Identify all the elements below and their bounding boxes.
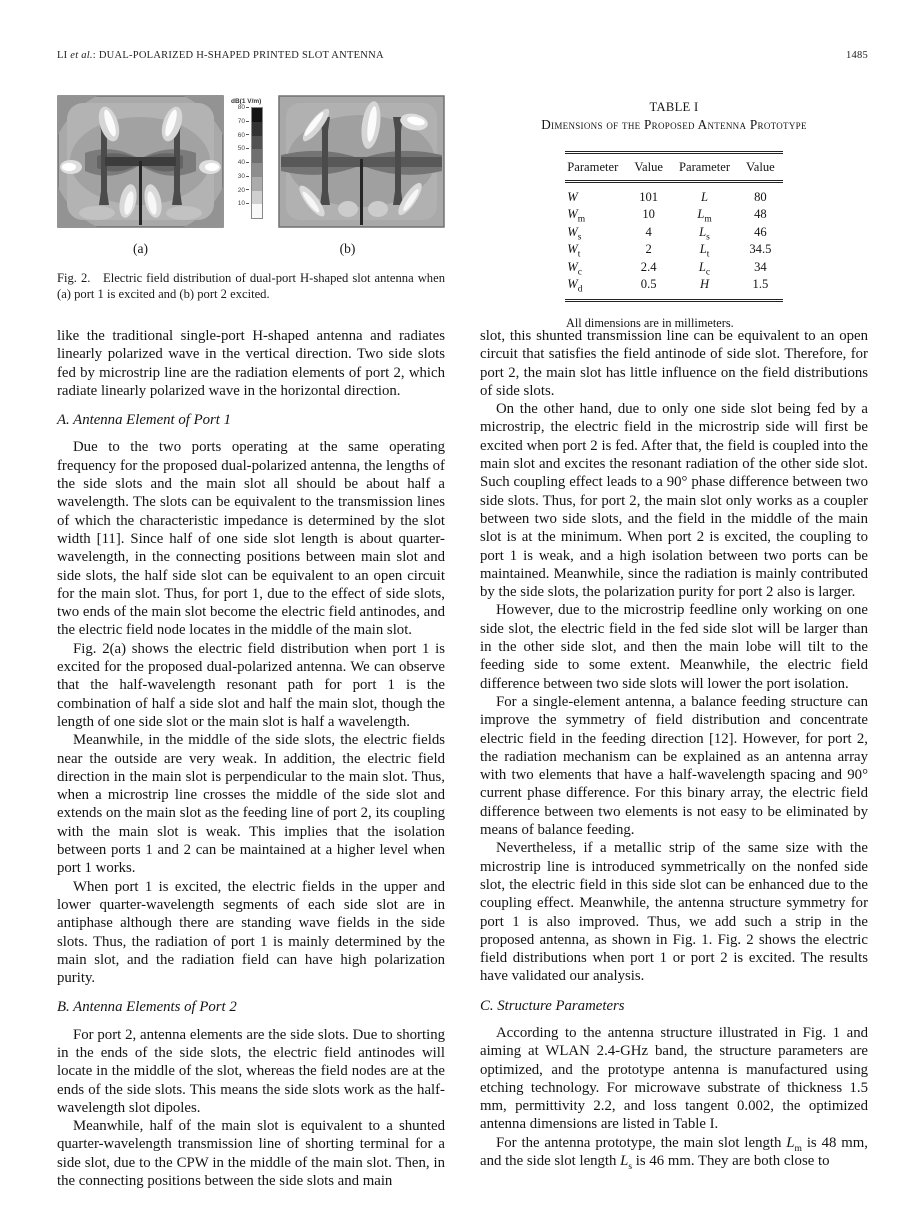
- table-cell: $W_c$: [567, 259, 582, 278]
- paragraph: Fig. 2(a) shows the electric field distribution when port 1 is excited for the proposed dual-polarized antenna. We can observe that the half-wavelength resonant path for port 1 is the combination of half a side slot and half the main slot, though the length of one side slot or the main slot is half a wavelength.: [57, 640, 445, 730]
- subfigure-labels: [57, 241, 445, 257]
- figure-2: [57, 95, 445, 302]
- colorbar: [231, 95, 271, 219]
- paragraph: For the antenna prototype, the main slot length $L_m$ is 48 mm, and the side slot length $L_s$ is 46 mm. They are both close to: [480, 1134, 869, 1173]
- colorbar-tick-label: 40: [233, 160, 249, 166]
- table-row: [565, 258, 782, 275]
- field-plot-port2-svg: [278, 95, 445, 228]
- table-cell: W: [567, 190, 578, 204]
- figure-caption: Fig. 2. Electric field distribution of dual-port H-shaped slot antenna when (a) port 1 is excited and (b) port 2 excited.: [57, 271, 445, 301]
- table-cell: 46: [754, 224, 767, 239]
- colorbar-tick-label: 60: [233, 133, 249, 139]
- table-row: [565, 276, 782, 301]
- table-column-header: Parameter: [565, 153, 626, 182]
- paragraph: Meanwhile, in the middle of the side slots, the electric fields near the outside are very weak. In addition, the electric field direction in the main slot is perpendicular to the main slot. Thus, when a microstrip line crosses the middle of the side slot and extends on the main slot as the feeding line of port 2, its coupling with the main slot is weak. This implies that the isolation between ports 1 and 2 can be maintained at a higher level when port 1 works.: [57, 732, 445, 877]
- table-row: [565, 182, 782, 207]
- table-cell: 34.5: [749, 242, 772, 257]
- colorbar-step: [252, 191, 262, 205]
- paragraph: Meanwhile, half of the main slot is equivalent to a shunted quarter-wavelength transmission line of shorting terminal for a side slot, due to the CPW in the middle of the main slot. Then, in the connecting positions between the side slots and main: [57, 1118, 445, 1190]
- table-cell: 34: [754, 259, 767, 274]
- paragraph: When port 1 is excited, the electric fields in the upper and lower quarter-wavelength segments of each side slot are in antiphase although there are standing wave fields in the side slots. Thus, the radiation of port 1 is mainly determined by the main slot, and the radiation field can have high polarization purity.: [57, 878, 445, 987]
- table-cell: $L_c$: [698, 259, 711, 278]
- colorbar-tick-label: 20: [233, 188, 249, 194]
- table-cell: 4: [645, 224, 652, 239]
- table-row: [565, 241, 782, 258]
- section-heading: C. Structure Parameters: [480, 997, 625, 1014]
- page-number: 1485: [846, 50, 868, 61]
- colorbar-tick-label: 30: [233, 174, 249, 180]
- paragraph: Due to the two ports operating at the same operating frequency for the proposed dual-polarized antenna, the lengths of the side slots and the main slot all should be about half a wavelength. The slots can be equivalent to the transmission lines of which the characteristic impedance is determined by the slot width [11]. Since half of one side slot length is about quarter-wavelength, in the connecting positions between main slot and side slots, the half side slot can be equivalent to an open circuit for the main slot. Thus, for port 1, due to the effect of side slots, two ends of the main slot become the electric field antinodes, and the electric field node locates in the middle of the main slot.: [57, 439, 445, 639]
- table-cell: 2: [645, 242, 652, 257]
- table-cell: $L_m$: [697, 207, 712, 225]
- section-heading: B. Antenna Elements of Port 2: [57, 999, 237, 1016]
- paragraph: like the traditional single-port H-shaped antenna and radiates linearly polarized wave in the vertical direction. Two side slots fed by microstrip line are the radiation elements of port 2, which radiate linearly polarized wave in the horizontal direction.: [57, 328, 445, 399]
- running-etal: et al.: [70, 50, 93, 61]
- colorbar-step: [252, 177, 262, 191]
- table-cell: $W_d$: [567, 276, 583, 295]
- field-plot-port1-svg: [57, 95, 224, 228]
- table-cell: 48: [754, 207, 767, 222]
- colorbar-title: dB(1 V/m): [231, 98, 262, 105]
- table-cell: $W_t$: [567, 242, 581, 260]
- right-column: [480, 327, 869, 1173]
- table-column-header: Value: [626, 153, 671, 182]
- section-heading: A. Antenna Element of Port 1: [57, 412, 231, 429]
- colorbar-steps: [251, 107, 263, 219]
- running-authors: LI: [57, 50, 71, 61]
- table-cell: 2.4: [640, 259, 657, 274]
- running-title: [57, 50, 384, 61]
- paragraph: Nevertheless, if a metallic strip of the same size with the microstrip line is introduced symmetrically on the nonfed side slot, the electric field in this side slot can be enhanced due to the coupling effect. Meanwhile, the antenna structure symmetry for port 1 is also improved. Thus, we add such a strip in the proposed antenna, as shown in Fig. 1. Fig. 2 shows the electric field distributions when port 1 or port 2 is excited. The results have validated our analysis.: [480, 840, 868, 985]
- paragraph: On the other hand, due to only one side slot being fed by a microstrip, the electric field in the microstrip side will first be excited when port 2 is fed. After that, the field is coupled into the main slot and excites the resonant radiation of the other side slot. Such coupling effect leads to a 90° phase difference between two side slots. Thus, for port 2, the main slot only works as a coupler between two side slots, and the field in the middle of the main slot is at the minimum. When port 2 is excited, the coupling to port 1 is weak, and a high isolation between two ports can be maintained. Meanwhile, since the radiation is mainly contributed by the side slots, the polarization purity for port 2 also is larger.: [480, 401, 868, 601]
- table-cell: $W_s$: [567, 224, 582, 243]
- field-plot-port2: [278, 95, 445, 228]
- colorbar-step: [252, 136, 262, 150]
- subfig-b-label: (b): [339, 241, 356, 256]
- colorbar-step: [252, 122, 262, 136]
- table-cell: 101: [639, 190, 659, 204]
- running-header: [57, 50, 868, 61]
- table-column-header: Value: [738, 153, 783, 182]
- subfig-a-label: (a): [133, 241, 148, 256]
- table-cell: L: [701, 190, 709, 204]
- table-row: [565, 224, 782, 241]
- table-cell: 1.5: [752, 276, 769, 291]
- colorbar-step: [252, 149, 262, 163]
- running-title-text: : DUAL-POLARIZED H-SHAPED PRINTED SLOT ANTENNA: [92, 50, 384, 61]
- table-cell: $L_s$: [699, 224, 710, 243]
- paragraph: According to the antenna structure illustrated in Fig. 1 and aiming at WLAN 2.4-GHz band, the structure parameters are optimized, and the prototype antenna is manufactured using etching technology. For microwave substrate of thickness 1.5 mm, permittivity 2.2, and loss tangent 0.002, the optimized antenna dimensions are listed in Table I.: [480, 1024, 868, 1133]
- figure-panels: [57, 95, 445, 233]
- colorbar-scale: [233, 104, 271, 219]
- paragraph: For a single-element antenna, a balance feeding structure can improve the symmetry of field distribution and concentrate electric field in the feeding direction [12]. However, for port 2, the radiation mechanism can be explained as an antenna array with two elements that have a half-wavelength spacing and 90° current phase difference. For this binary array, the electric field difference between two elements is not easy to be eliminated by means of balance feeding.: [480, 693, 868, 839]
- colorbar-step: [252, 204, 262, 218]
- table-1: [480, 100, 868, 331]
- table-subtitle: Dimensions of the Proposed Antenna Prototype: [541, 117, 807, 132]
- table-title: TABLE I: [649, 100, 699, 114]
- paragraph: For port 2, antenna elements are the side slots. Due to shorting in the ends of the side slots, the electric field antinodes will locate in the middle of the slot, whereas the field nodes are at the ends of the side slots. This means the side slots work as the half-wavelength slot dipoles.: [57, 1026, 445, 1116]
- left-column: [57, 327, 445, 1190]
- table-cell: $W_m$: [567, 207, 586, 225]
- paragraph: slot, this shunted transmission line can be equivalent to an open circuit that satisfies the field antinode of side slot. Therefore, for port 2, the main slot has little influence on the field distributions of side slots.: [480, 328, 868, 399]
- table-footnote: All dimensions are in millimeters.: [566, 315, 734, 330]
- paragraph: However, due to the microstrip feedline only working on one side slot, the electric field in the fed side slot will be larger than in the other side slot, and then the main lobe will tilt to the feeding side to some extent. Meanwhile, the electric field difference between two side slots will lower the port isolation.: [480, 602, 868, 692]
- table-row: [565, 206, 782, 223]
- table-cell: 0.5: [640, 276, 657, 291]
- colorbar-step: [252, 163, 262, 177]
- colorbar-tick-label: 80: [233, 105, 249, 111]
- table-cell: H: [699, 276, 710, 291]
- table-column-header: Parameter: [671, 153, 738, 182]
- colorbar-tick-label: 70: [233, 119, 249, 125]
- table-cell: $L_t$: [699, 242, 710, 260]
- colorbar-tick-label: 50: [233, 146, 249, 152]
- colorbar-tick-label: 10: [233, 201, 249, 207]
- table-cell: 80: [754, 190, 767, 204]
- colorbar-step: [252, 108, 262, 122]
- table-cell: 10: [642, 207, 655, 222]
- dimensions-table: [565, 151, 782, 302]
- field-plot-port1: [57, 95, 224, 228]
